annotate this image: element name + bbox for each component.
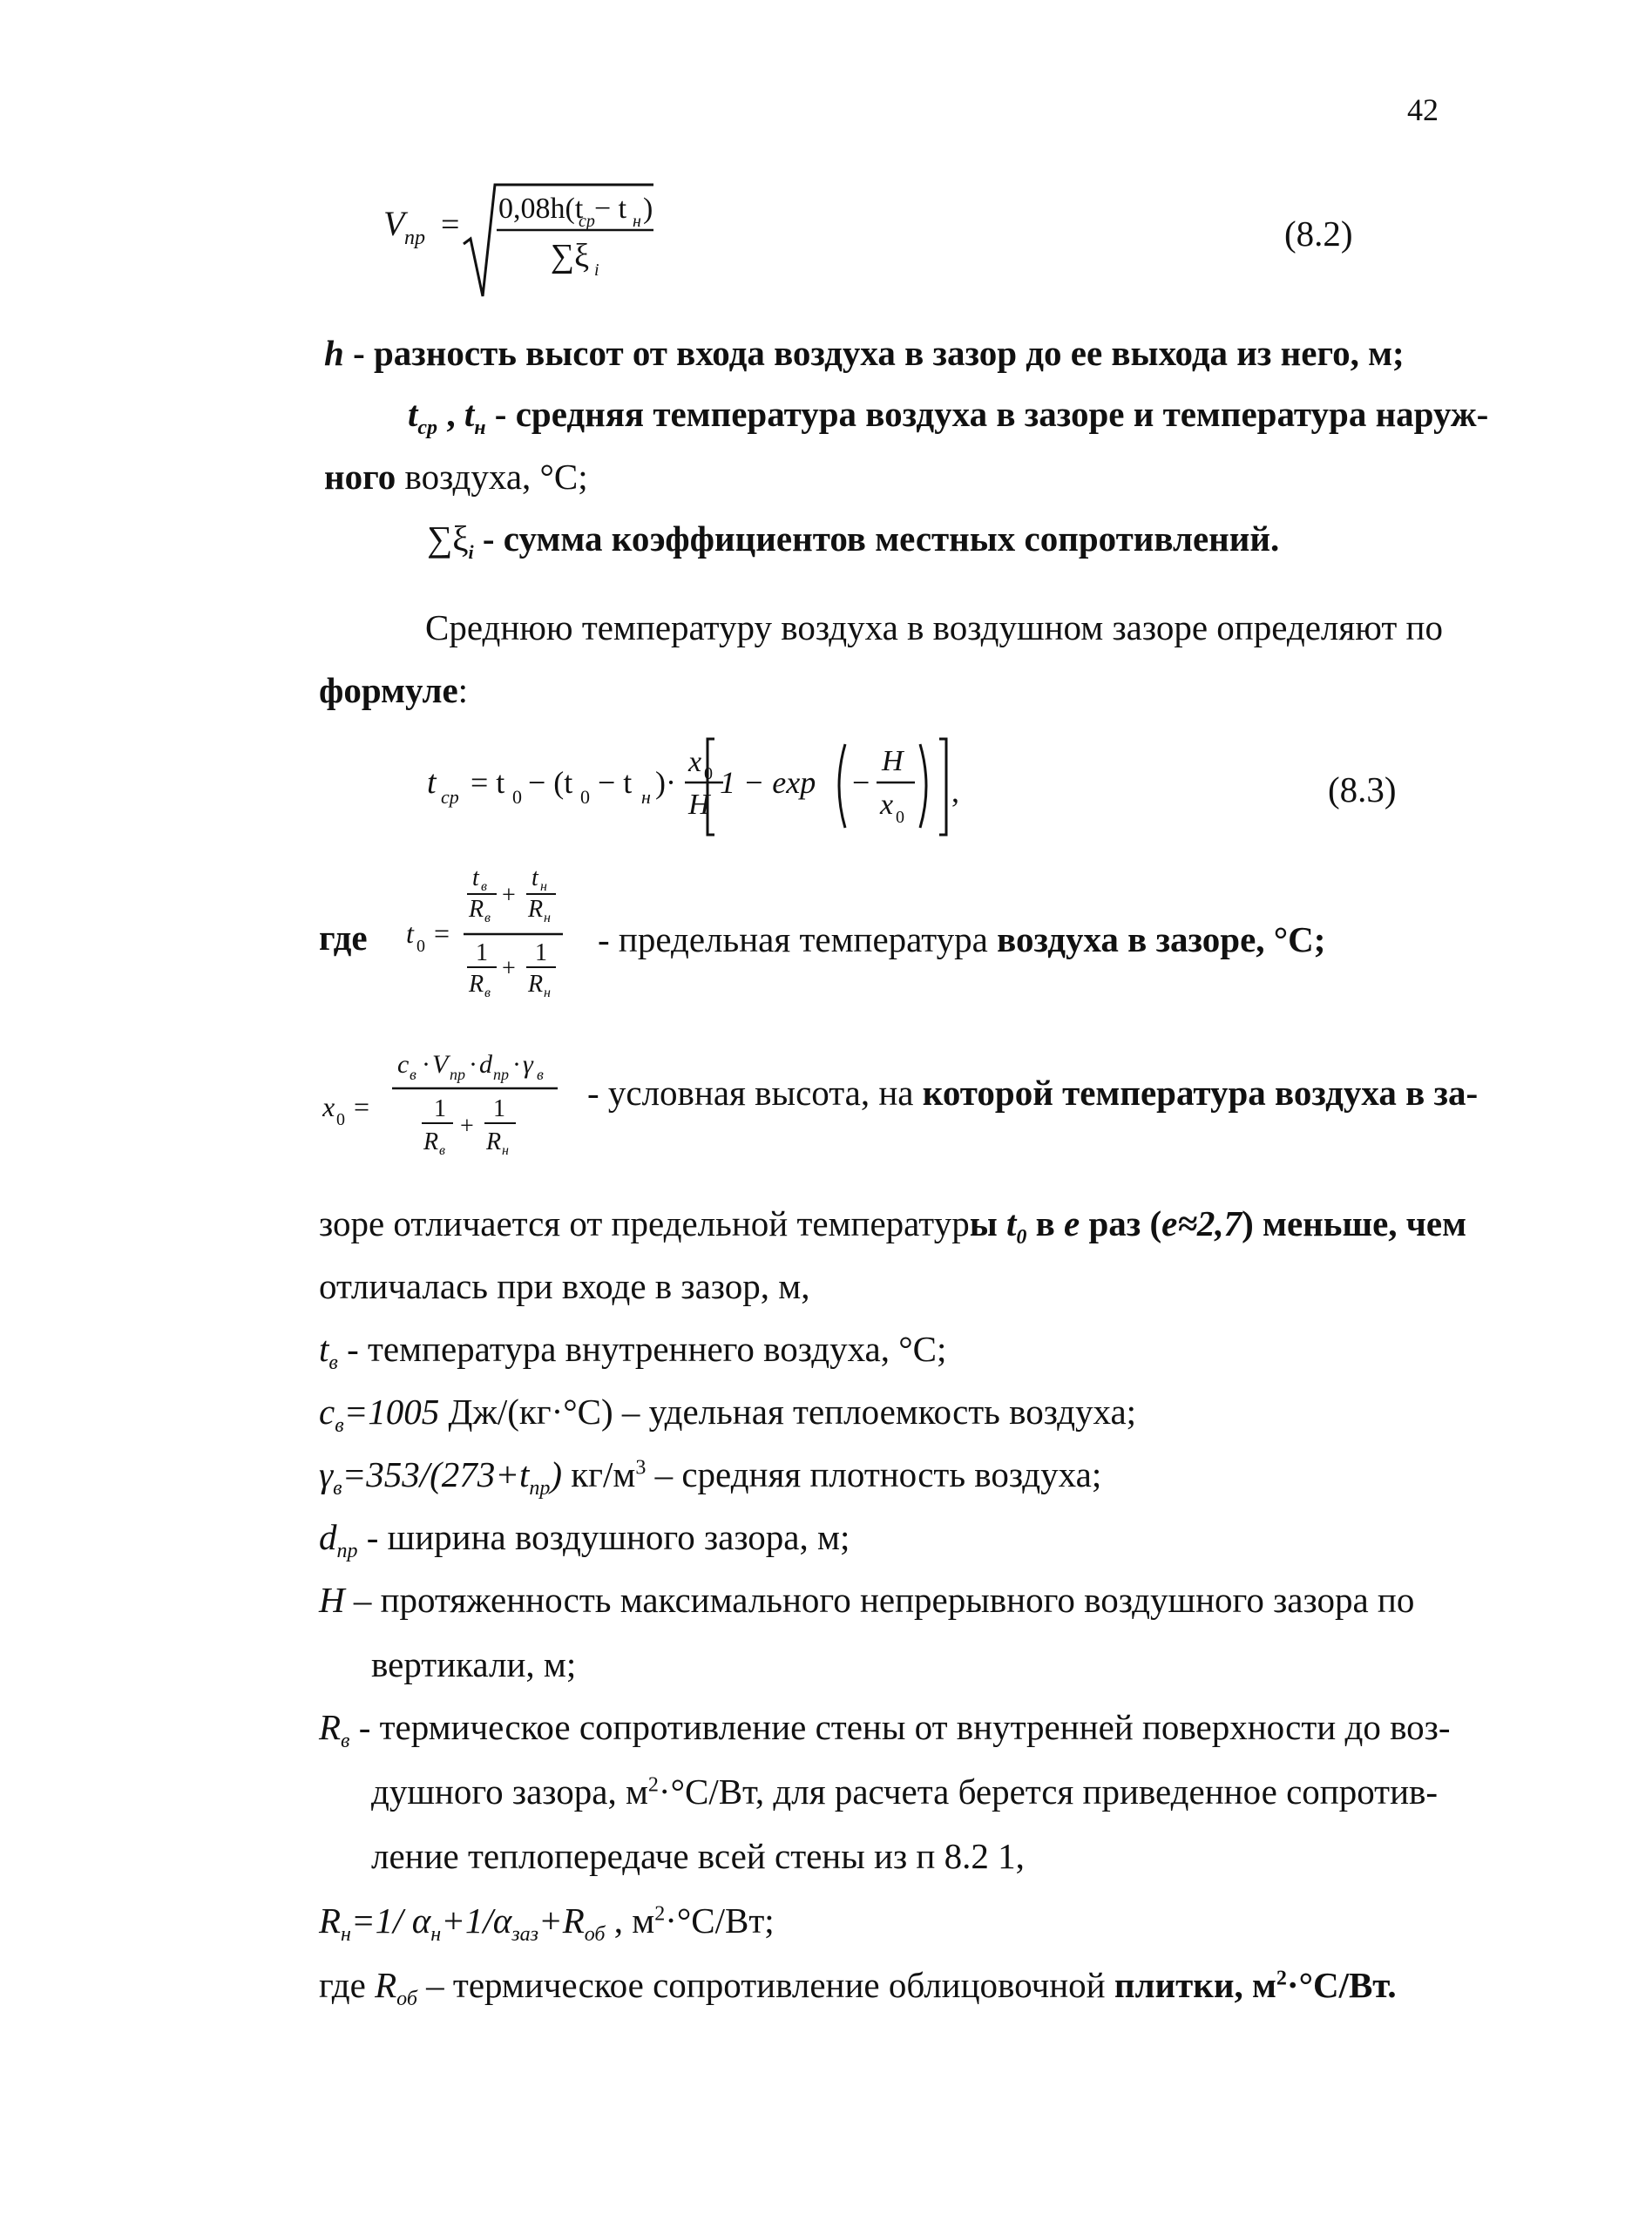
def-Rn <box>319 1900 775 1947</box>
def-Rv-sub: в <box>341 1730 350 1753</box>
t0-formula <box>406 863 606 1020</box>
t0-rn-den: R <box>528 971 544 998</box>
def-Rn-sub: н <box>341 1923 351 1947</box>
eq-8-3-comma: , <box>951 774 959 809</box>
def-Rob-text-bold: плитки, м <box>1114 1965 1276 2005</box>
x0-plus: + <box>460 1113 474 1140</box>
def-gamma-sup: 3 <box>635 1456 647 1480</box>
t0-tv: t <box>472 864 479 891</box>
def-t-sep: , <box>437 394 464 434</box>
def-d-sub: пр <box>336 1540 358 1563</box>
def-d <box>319 1517 850 1563</box>
t0-where: где <box>319 918 368 958</box>
cont-t0-sub: 0 <box>1016 1226 1027 1250</box>
x0-one-a: 1 <box>434 1095 446 1122</box>
eq-8-3-right-paren <box>920 744 926 828</box>
cont-eapprox: e≈2,7 <box>1161 1203 1242 1243</box>
paragraph-line2-bold: формуле <box>319 670 458 710</box>
def-gamma-mid: =353/(273+t <box>342 1454 530 1494</box>
eq-8-2-num-mid: − t <box>594 193 627 225</box>
t0-one-b: 1 <box>535 939 547 966</box>
def-H-text1: – протяженность максимального непрерывного воздушного зазора по <box>344 1580 1415 1620</box>
eq-8-3-subn: н <box>641 786 651 808</box>
eq-8-2-lhs-sub: пр <box>404 227 425 249</box>
equation-8-3 <box>427 723 985 854</box>
def-t-sym1: t <box>408 394 418 434</box>
def-h <box>324 335 1405 371</box>
t0-one-a: 1 <box>476 939 488 966</box>
t0-plus-top: + <box>502 882 516 909</box>
eq-8-3-inner-den: x <box>880 789 894 821</box>
eq-8-3-lhs-sub: ср <box>441 786 459 808</box>
def-d-text: - ширина воздушного зазора, м; <box>357 1517 850 1557</box>
t0-rv-den: R <box>469 971 484 998</box>
eq-8-3-left-paren <box>839 744 845 828</box>
t0-rv: R <box>469 896 484 923</box>
x0-rv: R <box>423 1128 439 1155</box>
def-t-text1: - средняя температура воздуха в зазоре и температура наруж- <box>485 394 1489 434</box>
x0-c-sub: в <box>410 1066 416 1083</box>
eq-8-3-right-bracket <box>939 739 946 835</box>
def-cv-sub: в <box>335 1414 344 1438</box>
t0-tn-sub: н <box>540 879 547 894</box>
eq-8-3-part1: = t <box>471 765 505 800</box>
def-Rob-sup: 2 <box>1276 1967 1287 1990</box>
paragraph-line1: Среднюю температуру воздуха в воздушном зазоре определяют по <box>425 607 1443 647</box>
eq-8-3-left-bracket <box>708 739 714 835</box>
cont-t0: t <box>1005 1203 1017 1243</box>
def-sum-symbol: ∑ξ <box>427 518 469 559</box>
eq-8-3-part3: − t <box>598 765 633 800</box>
x0-rn-sub: н <box>502 1143 509 1158</box>
def-t-sub1: ср <box>417 417 438 440</box>
x0-description <box>587 1075 1478 1111</box>
x0-d: d <box>479 1050 492 1079</box>
def-Rn-text2: ·°С/Вт; <box>665 1900 775 1941</box>
def-sum-text: - сумма коэффициентов местных сопротивлений. <box>473 518 1280 559</box>
def-Rob-where: где <box>319 1965 376 2005</box>
def-t-sub2: н <box>474 417 486 440</box>
x0-formula <box>322 1041 575 1181</box>
def-gamma-mid-end: ) <box>550 1454 563 1494</box>
t0-rn-sub: н <box>544 911 551 925</box>
cont-line1b: ы <box>969 1203 1006 1243</box>
x0-dot-1: · <box>422 1050 430 1079</box>
def-Rv-text1: - термическое сопротивление стены от внутренней поверхности до воз- <box>349 1707 1451 1747</box>
def-t-line1 <box>408 396 1488 438</box>
t0-tn: t <box>531 864 538 891</box>
x0-dot-3: · <box>512 1050 521 1079</box>
t0-eq: = <box>434 918 450 949</box>
eq-8-2-num-sub2: н <box>633 212 641 231</box>
t0-text-bold: воздуха в зазоре, °С; <box>997 919 1326 959</box>
def-d-sym: d <box>319 1517 337 1557</box>
equation-number-8-3: (8.3) <box>1328 769 1397 810</box>
paragraph-line2 <box>319 670 469 710</box>
eq-8-3-part2: − (t <box>528 765 573 800</box>
def-Rv-sym: R <box>319 1707 342 1747</box>
eq-8-2-den-sub: i <box>594 261 599 280</box>
def-Rn-sym: R <box>319 1900 342 1941</box>
t0-tv-sub: в <box>481 879 487 894</box>
x0-rn: R <box>486 1128 502 1155</box>
x0-text-bold: которой температура воздуха в за- <box>922 1073 1479 1113</box>
def-gamma-mid-sub: пр <box>529 1477 551 1501</box>
eq-8-2-num-end: ) <box>643 193 653 225</box>
def-Rn-sub-n: н <box>430 1923 442 1947</box>
eq-8-3-frac-den: H <box>688 789 710 821</box>
x0-sub: 0 <box>336 1110 345 1129</box>
eq-8-3-one-minus-exp: 1 − exp <box>720 765 816 800</box>
eq-8-3-inner-den-sub: 0 <box>896 808 904 827</box>
eq-8-3-frac-num: x <box>688 746 702 778</box>
cont-line2: отличалась при входе в зазор, м, <box>319 1266 810 1306</box>
t0-rv-den-sub: в <box>484 986 491 1000</box>
cont-line1e: ) меньше, чем <box>1242 1203 1467 1243</box>
def-Rn-sub-zaz: заз <box>511 1923 539 1947</box>
def-Rn-text: , м <box>605 1900 655 1941</box>
equation-8-2 <box>366 174 714 305</box>
def-gamma-text2: – средняя плотность воздуха; <box>646 1454 1102 1494</box>
def-Rv-text2a: душного зазора, м <box>371 1772 648 1812</box>
def-cv <box>319 1394 1136 1436</box>
x0-one-b: 1 <box>493 1095 505 1122</box>
def-sum-sub: i <box>468 541 474 564</box>
def-t-text2-bold: ного <box>324 457 396 497</box>
eq-8-2-num-sub1: ср <box>579 212 595 231</box>
eq-8-2-num: 0,08h(t <box>498 193 584 225</box>
def-H-sym: H <box>319 1580 345 1620</box>
def-Rn-plus2: +R <box>538 1900 585 1941</box>
def-Rob-sub: об <box>396 1988 417 2011</box>
x0-dot-2: · <box>469 1050 477 1079</box>
x0-gamma: γ <box>523 1050 533 1079</box>
eq-8-3-sub0-a: 0 <box>512 786 522 808</box>
x0-symbol: x <box>322 1091 335 1122</box>
x0-eq: = <box>354 1091 370 1122</box>
def-gamma-sym: γ <box>319 1454 334 1494</box>
x0-text: - условная высота, на <box>587 1073 923 1113</box>
def-Rv-text2b: ·°С/Вт, для расчета берется приведенное сопротив- <box>658 1772 1439 1812</box>
def-tv-sym: t <box>319 1329 329 1369</box>
t0-rn: R <box>528 896 544 923</box>
cont-line1a: зоре отличается от предельной температур <box>319 1203 970 1243</box>
t0-plus-bottom: + <box>502 955 516 982</box>
def-gamma-sub: в <box>333 1477 342 1501</box>
def-gamma <box>319 1454 1102 1501</box>
eq-8-3-lhs: t <box>427 764 437 801</box>
def-Rob-text: – термическое сопротивление облицовочной <box>416 1965 1114 2005</box>
cont-e: e <box>1064 1203 1080 1243</box>
eq-8-2-lhs: V <box>383 204 405 243</box>
def-t-line2 <box>324 459 588 495</box>
x0-v-sub: пр <box>450 1066 465 1083</box>
def-h-text: - разность высот от входа воздуха в зазор до ее выхода из него, м; <box>343 333 1405 373</box>
def-tv-text: - температура внутреннего воздуха, °С; <box>337 1329 947 1369</box>
cont-line1 <box>319 1203 1467 1250</box>
t0-text: - предельная температура <box>598 919 998 959</box>
x0-gamma-sub: в <box>537 1066 544 1083</box>
def-cv-mid: =1005 <box>343 1392 440 1432</box>
def-sum <box>427 518 1280 564</box>
def-Rn-sub-ob: об <box>584 1923 606 1947</box>
eq-8-3-minus: − <box>852 765 870 800</box>
def-gamma-text: кг/м <box>562 1454 636 1494</box>
def-Rob-sym: R <box>375 1965 397 2005</box>
def-h-symbol: h <box>324 333 344 373</box>
def-t-sym2: t <box>464 394 475 434</box>
def-Rn-sup: 2 <box>654 1902 666 1926</box>
page-number: 42 <box>1407 92 1439 127</box>
def-tv <box>319 1331 946 1373</box>
def-Rv-line1 <box>319 1707 1451 1753</box>
def-tv-sub: в <box>328 1351 338 1375</box>
x0-v: V <box>432 1050 449 1079</box>
eq-8-3-part4: )· <box>655 765 676 800</box>
def-Rv-sup: 2 <box>647 1773 659 1797</box>
t0-symbol: t <box>406 918 414 949</box>
eq-8-2-eq: = <box>441 207 460 243</box>
eq-8-3-frac-num-sub: 0 <box>704 764 713 783</box>
def-cv-sym: c <box>319 1392 335 1432</box>
t0-rn-den-sub: н <box>544 986 551 1000</box>
def-Rv-line3: ление теплопередаче всей стены из п 8.2 1, <box>371 1836 1025 1876</box>
def-cv-text: Дж/(кг·°С) – удельная теплоемкость воздуха; <box>439 1392 1137 1432</box>
eq-8-3-inner-num: H <box>882 745 904 777</box>
def-H-line2: вертикали, м; <box>371 1644 577 1684</box>
def-Rn-eq: =1/ α <box>350 1900 431 1941</box>
def-H-line1 <box>319 1582 1414 1618</box>
cont-line1d: раз ( <box>1080 1203 1162 1243</box>
eq-8-2-den: ∑ξ <box>551 238 590 274</box>
x0-d-sub: пр <box>493 1066 509 1083</box>
def-Rob-text-bold2: ·°С/Вт. <box>1286 1965 1397 2005</box>
paragraph-line2-rest: : <box>457 670 469 710</box>
t0-sub: 0 <box>416 937 425 956</box>
def-Rob <box>319 1965 1397 2011</box>
x0-c: c <box>397 1050 410 1079</box>
cont-line1c: в <box>1026 1203 1065 1243</box>
def-Rv-line2 <box>371 1774 1438 1810</box>
equation-number-8-2: (8.2) <box>1284 213 1353 254</box>
eq-8-3-sub0-b: 0 <box>580 786 590 808</box>
def-Rn-plus1: +1/α <box>441 1900 512 1941</box>
x0-rv-sub: в <box>439 1143 445 1158</box>
t0-description <box>598 919 1326 959</box>
t0-rv-sub: в <box>484 911 491 925</box>
def-t-text2: воздуха, °С; <box>396 457 588 497</box>
